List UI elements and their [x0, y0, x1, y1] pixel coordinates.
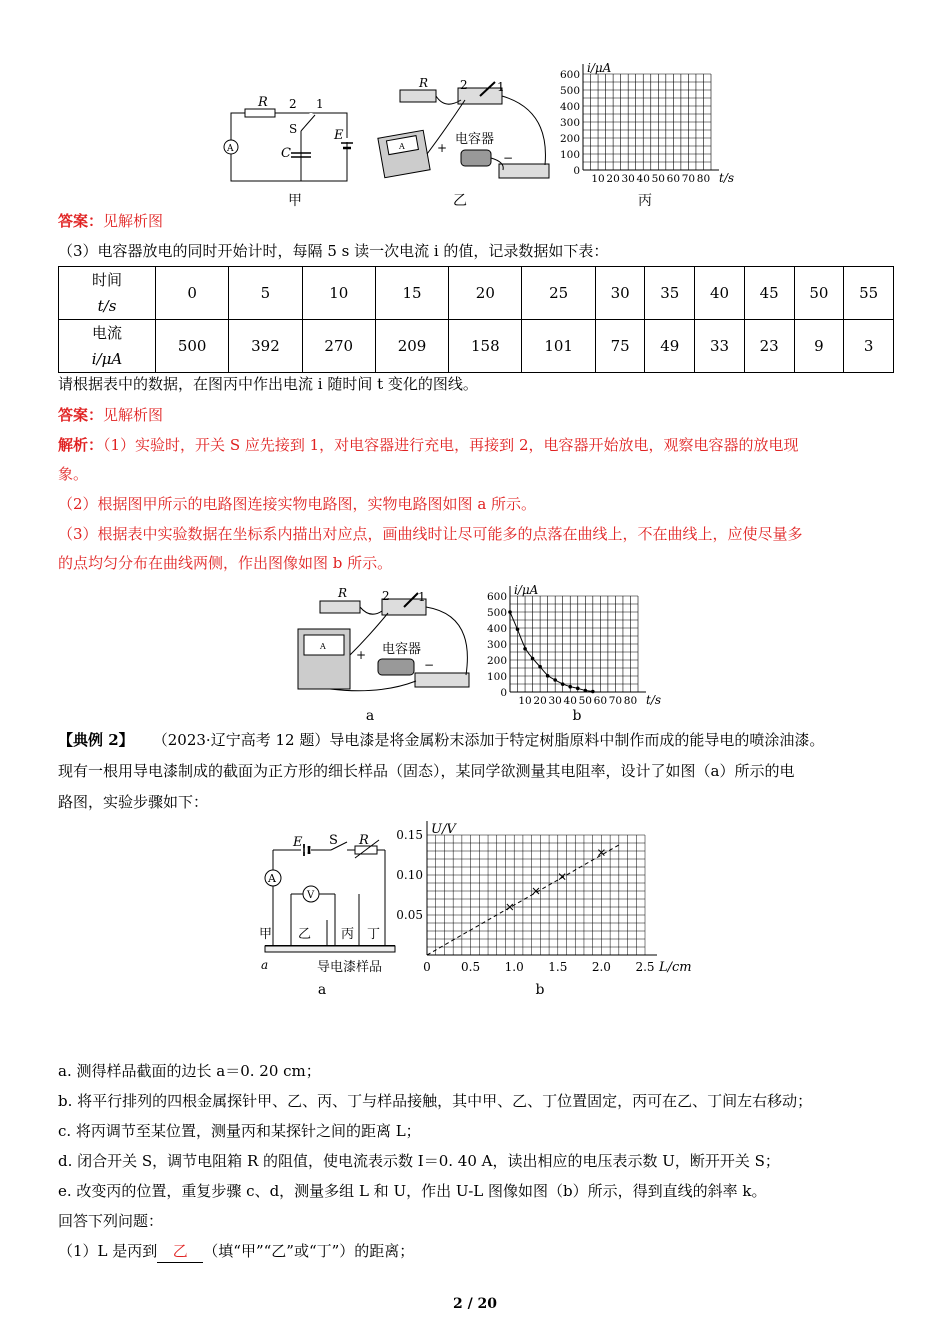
data-point: [546, 674, 550, 678]
x-tick-label: 10: [518, 695, 532, 707]
y-axis-label: i/μA: [514, 583, 539, 597]
plus-sign: +: [356, 648, 367, 662]
y-axis-label: U/V: [431, 822, 456, 837]
switch-pos-1: 1: [316, 97, 324, 111]
probe-jia: 甲: [259, 927, 273, 942]
x-tick-label: 70: [608, 695, 623, 707]
question-3-instruction: 请根据表中的数据，在图丙中作出电流 i 随时间 t 变化的图线。: [58, 375, 478, 393]
battery-label: E: [334, 128, 344, 143]
switch-pos-2: 2: [382, 589, 390, 603]
y-tick-label: 100: [559, 149, 580, 161]
table-cell: 270: [302, 320, 375, 373]
data-point: [531, 657, 535, 661]
resistor-label: R: [258, 95, 268, 110]
y-tick-label: 0.10: [396, 868, 423, 882]
figure-caption-jia: 甲: [288, 193, 302, 209]
table-cell: 0: [156, 267, 229, 320]
x-tick-label: 70: [681, 173, 696, 185]
x-tick-label: 50: [578, 695, 592, 707]
physical-circuit-a: [290, 585, 480, 705]
x-axis-label: t/s: [646, 693, 662, 707]
step-c: c. 将丙调节至某位置，测量丙和某探针之间的距离 L；: [58, 1122, 421, 1140]
data-table: [58, 266, 894, 373]
ammeter-label: A: [320, 642, 326, 651]
answer-text: 见解析图: [103, 406, 164, 424]
analysis-label: 解析：: [58, 436, 104, 454]
y-tick-label: 0.15: [396, 828, 423, 842]
step-e: e. 改变丙的位置，重复步骤 c、d，测量多组 L 和 U，作出 U-L 图像如图（b）所示，得到直线的斜率 k。: [58, 1182, 767, 1200]
sample-label: 导电漆样品: [317, 960, 383, 975]
switch-pos-2: 2: [460, 78, 468, 92]
figure-caption-b: b: [572, 708, 582, 724]
table-cell: 55: [844, 267, 894, 320]
x-tick-label: 2.0: [591, 960, 611, 974]
y-tick-label: 100: [486, 671, 507, 683]
ammeter-label: A: [268, 872, 276, 885]
step-d: d. 闭合开关 S，调节电阻箱 R 的阻值，使电流表示数 I＝0. 40 A，读出相应的电压表示数 U，断开开关 S；: [58, 1152, 780, 1170]
example-2-line2: 现有一根用导电漆制成的截面为正方形的细长样品（固态），某同学欲测量其电阻率，设计了如图（a）所示的电: [58, 762, 795, 780]
data-point: [576, 687, 580, 691]
y-tick-label: 0: [573, 165, 580, 177]
question-1: （1）L 是丙到 乙 （填“甲”“乙”或“丁”）的距离；: [58, 1240, 892, 1263]
y-tick-label: 600: [486, 591, 507, 603]
side-length-label: a: [261, 958, 269, 972]
page-number: 2 / 20: [452, 1296, 498, 1312]
switch-label: S: [289, 122, 298, 136]
table-cell: 392: [229, 320, 302, 373]
probe-yi: 乙: [298, 927, 312, 942]
capacitor-text: 电容器: [455, 132, 495, 147]
y-tick-label: 0: [500, 687, 507, 699]
x-tick-label: 0: [423, 960, 431, 974]
figure-caption-a2: a: [317, 982, 327, 998]
x-tick-label: 50: [651, 173, 665, 185]
answer-label: 答案：: [58, 212, 104, 230]
table-cell: 15: [375, 267, 448, 320]
answer-line-1: [58, 210, 892, 232]
capacitor-text: 电容器: [382, 642, 422, 657]
x-tick-label: 30: [621, 173, 635, 185]
empty-graph-bing: [555, 60, 735, 190]
x-tick-label: 60: [666, 173, 681, 185]
data-point: [508, 610, 512, 614]
table-cell: 101: [522, 320, 595, 373]
y-tick-label: 300: [486, 639, 507, 651]
data-point: [523, 647, 527, 651]
discharge-graph-b: [482, 582, 672, 707]
ammeter-label: A: [399, 142, 405, 151]
emf-label: E: [293, 835, 303, 850]
figure-caption-b2: b: [535, 982, 545, 998]
table-cell: 75: [595, 320, 645, 373]
figure-caption-yi: 乙: [453, 193, 467, 209]
figure-caption-bing: 丙: [638, 193, 652, 209]
x-tick-label: 20: [606, 173, 620, 185]
ul-graph-b: [395, 815, 700, 985]
table-cell: 500: [156, 320, 229, 373]
x-tick-label: 0.5: [461, 960, 481, 974]
data-point: [538, 665, 542, 669]
x-axis-label: L/cm: [659, 960, 692, 975]
analysis-p1: 解析：（1）实验时，开关 S 应先接到 1，对电容器进行充电，再接到 2，电容器开始放电，观察电容器的放电现: [58, 436, 799, 454]
y-tick-label: 500: [486, 607, 507, 619]
y-tick-label: 0.05: [396, 908, 423, 922]
data-point: [559, 874, 565, 880]
table-cell: 9: [794, 320, 844, 373]
x-tick-label: 10: [591, 173, 605, 185]
table-cell: 158: [449, 320, 522, 373]
example-2-line1: 【典例 2】 （2023·辽宁高考 12 题）导电漆是将金属粉末添加于特定树脂原料中制作而成的能导电的喷涂油漆。: [58, 731, 825, 749]
y-tick-label: 400: [559, 101, 580, 113]
y-tick-label: 300: [559, 117, 580, 129]
x-tick-label: 80: [696, 173, 711, 185]
table-cell: 25: [522, 267, 595, 320]
switch-label: S: [329, 833, 338, 848]
capacitor-label: C: [281, 146, 291, 161]
y-axis-label: i/μA: [587, 61, 612, 75]
table-header-current: 电流 i/μA: [59, 320, 156, 373]
example-2-line3: 路图，实验步骤如下：: [58, 793, 209, 811]
voltmeter-label: V: [307, 890, 315, 901]
analysis-p3b: 的点均匀分布在曲线两侧，作出图像如图 b 所示。: [58, 554, 393, 572]
table-cell: 209: [375, 320, 448, 373]
resistor-label: R: [338, 586, 348, 600]
x-tick-label: 40: [636, 173, 650, 185]
x-tick-label: 40: [563, 695, 577, 707]
analysis-p2: （2）根据图甲所示的电路图连接实物电路图，实物电路图如图 a 所示。: [58, 495, 537, 513]
table-cell: 3: [844, 320, 894, 373]
table-row-current: [59, 320, 894, 373]
table-cell: 30: [595, 267, 645, 320]
data-point: [561, 682, 565, 686]
x-tick-label: 1.5: [548, 960, 568, 974]
table-cell: 20: [449, 267, 522, 320]
table-cell: 50: [794, 267, 844, 320]
table-cell: 5: [229, 267, 302, 320]
probe-ding: 丁: [367, 927, 381, 942]
y-tick-label: 400: [486, 623, 507, 635]
minus-sign: −: [503, 151, 514, 165]
table-cell: 45: [744, 267, 794, 320]
circuit-diagram-a: [255, 828, 405, 978]
table-header-time: 时间 t/s: [59, 267, 156, 320]
figure-caption-a: a: [365, 708, 375, 724]
question-3-text: （3）电容器放电的同时开始计时，每隔 5 s 读一次电流 i 的值，记录数据如下表：: [58, 242, 609, 260]
answer-line-2: [58, 404, 892, 426]
table-cell: 23: [744, 320, 794, 373]
table-row-time: [59, 267, 894, 320]
switch-pos-1: 1: [418, 590, 426, 604]
step-a: a. 测得样品截面的边长 a＝0. 20 cm；: [58, 1062, 321, 1080]
table-cell: 40: [695, 267, 745, 320]
plus-sign: +: [437, 141, 448, 155]
switch-pos-1: 1: [497, 80, 505, 94]
x-tick-label: 1.0: [504, 960, 524, 974]
x-tick-label: 30: [548, 695, 562, 707]
answer-label: 答案：: [58, 406, 104, 424]
probe-bing: 丙: [341, 927, 355, 942]
table-cell: 49: [645, 320, 695, 373]
x-axis-label: t/s: [719, 171, 735, 185]
circuit-diagram-jia: [215, 95, 365, 190]
ammeter-label: A: [227, 144, 234, 154]
y-tick-label: 500: [559, 85, 580, 97]
y-tick-label: 200: [486, 655, 507, 667]
x-tick-label: 20: [533, 695, 547, 707]
example-tag: 【典例 2】: [58, 731, 134, 749]
data-point: [568, 685, 572, 689]
y-tick-label: 600: [559, 69, 580, 81]
table-cell: 10: [302, 267, 375, 320]
resistor-box-label: R: [359, 833, 369, 848]
data-point: [591, 690, 595, 694]
analysis-p3: （3）根据表中实验数据在坐标系内描出对应点，画曲线时让尽可能多的点落在曲线上，不在曲线上，应使尽量多: [58, 525, 803, 543]
data-point: [553, 678, 557, 682]
answer-prompt: 回答下列问题：: [58, 1212, 164, 1230]
y-tick-label: 200: [559, 133, 580, 145]
data-point: [516, 627, 520, 631]
table-cell: 35: [645, 267, 695, 320]
x-tick-label: 60: [593, 695, 608, 707]
data-point: [583, 689, 587, 693]
table-cell: 33: [695, 320, 745, 373]
minus-sign: −: [424, 658, 435, 672]
switch-pos-2: 2: [289, 97, 297, 111]
x-tick-label: 2.5: [635, 960, 655, 974]
physical-circuit-yi: [375, 70, 555, 195]
resistor-label: R: [419, 76, 429, 90]
x-tick-label: 80: [623, 695, 638, 707]
analysis-p1b: 象。: [58, 465, 89, 483]
step-b: b. 将平行排列的四根金属探针甲、乙、丙、丁与样品接触，其中甲、乙、丁位置固定，丙可在乙、丁间左右移动；: [58, 1092, 813, 1110]
answer-blank: 乙: [157, 1240, 203, 1263]
answer-text: 见解析图: [103, 212, 164, 230]
